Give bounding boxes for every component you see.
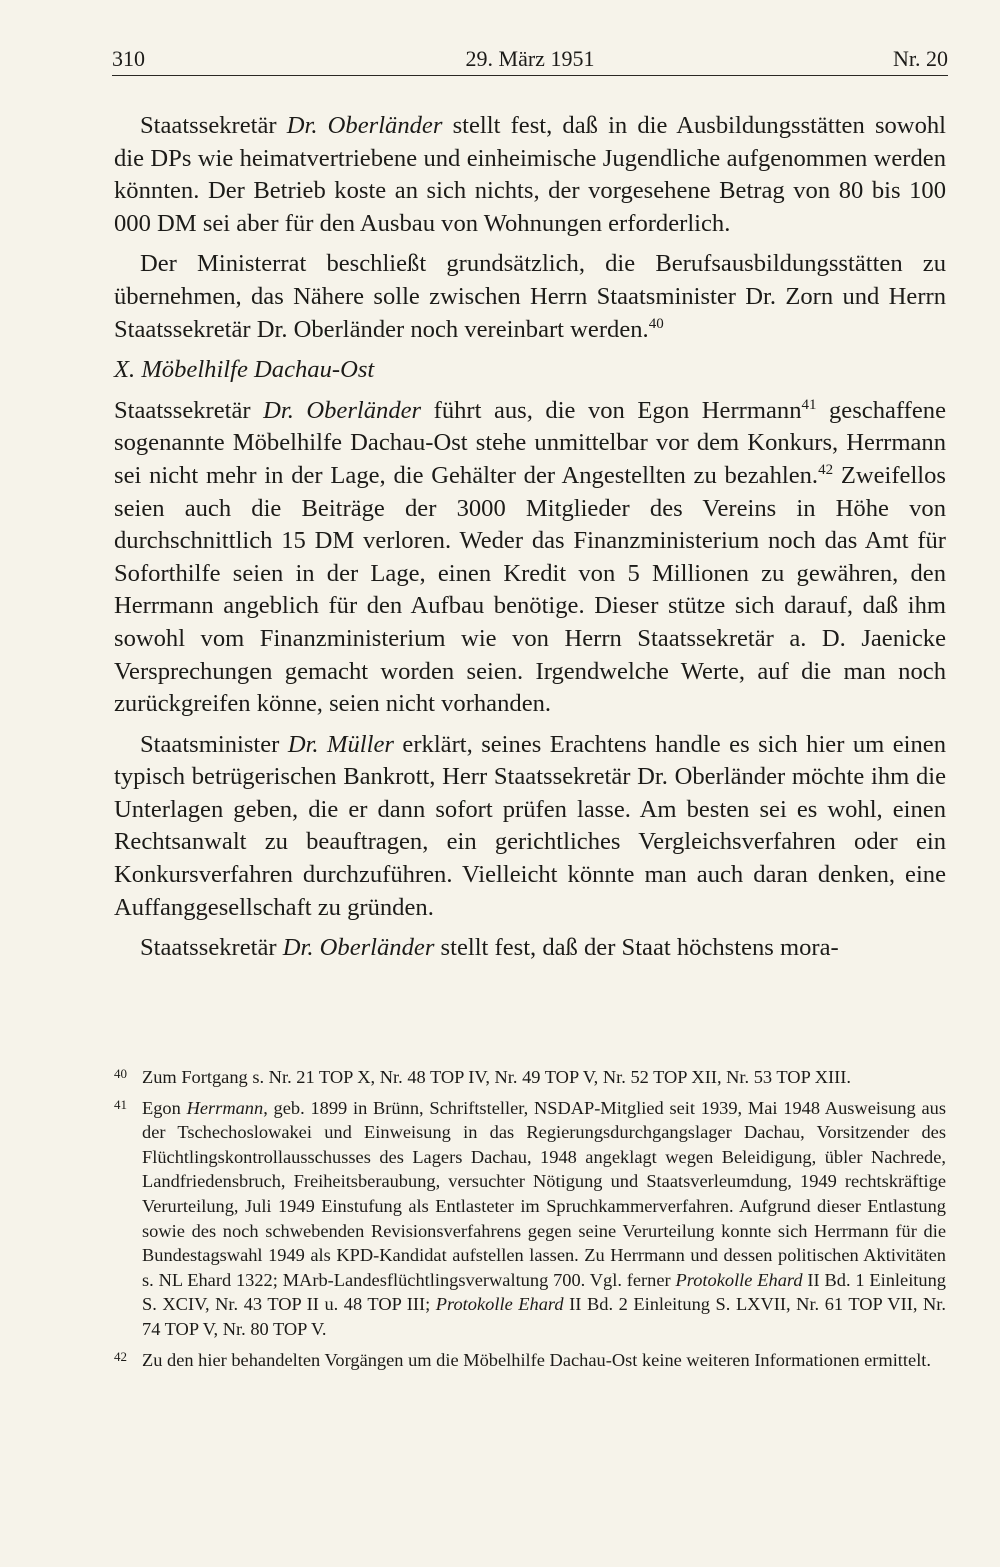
speaker-name: Dr. Oberländer: [286, 112, 443, 139]
footnote-ref-41[interactable]: 41: [801, 396, 817, 413]
footnote-ref-40[interactable]: 40: [648, 315, 664, 332]
footnote-number: 42: [114, 1348, 127, 1364]
footnote-40: 40 Zum Fortgang s. Nr. 21 TOP X, Nr. 48 TOP IV, Nr. 49 TOP V, Nr. 52 TOP XII, Nr. 53 TOP XIII.: [114, 1065, 946, 1090]
speaker-name: Dr. Oberländer: [282, 934, 435, 962]
speaker-name: Dr. Oberländer: [263, 396, 422, 424]
footnote-number: 40: [114, 1066, 127, 1081]
paragraph-ministerrat-beschluss: Der Ministerrat beschließt grundsätzlich, die Berufsausbildungsstätten zu übernehmen, das Nähere solle zwischen Herrn Staatsminister Dr. Zorn und Herrn Staatssekretär Dr. Oberländer noch vereinbart werden.$^{40}$: [114, 250, 946, 343]
meeting-date: 29. März 1951: [465, 46, 595, 71]
paragraph-mueller: Staatsminister Dr. Müller erklärt, seines Erachtens handle es sich hier um einen typisch betrügerischen Bankrott, Herr Staatssekretär Dr. Oberländer möchte ihm die Unterlagen geben, die er dann sofort prüfen lasse. Am besten sei es wohl, einen Rechtsanwalt zu beauftragen, ein gerichtliches Vergleichsverfahren oder ein Konkursverfahren durchzuführen. Vielleicht könnte man auch daran denken, eine Auffanggesellschaft zu gründen.: [114, 730, 947, 921]
section-heading: X. Möbelhilfe Dachau-Ost: [114, 356, 375, 384]
footnote-42: 42 Zu den hier behandelten Vorgängen um die Möbelhilfe Dachau-Ost keine weiteren Informationen ermittelt.: [114, 1348, 946, 1373]
footnotes: [114, 1065, 946, 1378]
paragraph-oberlaender-staat: Staatssekretär Dr. Oberländer stellt fest, daß der Staat höchstens mora-: [140, 934, 839, 962]
speaker-name: Dr. Müller: [287, 730, 394, 758]
page-number: 310: [112, 46, 145, 71]
header-rule: [112, 75, 948, 76]
main-text: [114, 110, 946, 965]
footnote-ref-42[interactable]: 42: [818, 461, 834, 478]
paragraph-oberlaender-ausbildung: Staatssekretär Dr. Oberländer stellt fest, daß in die Ausbildungsstätten sowohl die DPs wie heimatvertriebene und einheimische Jugendliche aufgenommen werden könnten. Der Betrieb koste an sich nichts, der vorgesehene Betrag von 80 bis 100 000 DM sei aber für den Ausbau von Wohnungen erforderlich.: [114, 112, 946, 237]
footnote-41: 41 Egon Herrmann, geb. 1899 in Brünn, Schriftsteller, NSDAP-Mitglied seit 1939, Mai 1948 Ausweisung aus der Tschechoslowakei und Einweisung in das Regierungsdurchgangslager Dachau, Vorsitzender des Flüchtlingskontrollausschusses des Lagers Dachau, 1948 angeklagt wegen Beleidigung, übler Nachrede, Landfriedensbruch, Freiheitsberaubung, versuchter Nötigung und Staatsverleumdung, 1949 rechtskräftige Verurteilung, Juli 1949 Einstufung als Entlasteter im Spruchkammerverfahren. Aufgrund dieser Entlastung sowie des noch schwebenden Revisionsverfahrens gegen seine Verurteilung konnte sich Herrmann für die Bundestagswahl 1949 als KPD-Kandidat aufstellen lassen. Zu Herrmann und dessen politischen Aktivitäten s. NL Ehard 1322; MArb-Landesflüchtlingsverwaltung 700. Vgl. ferner Protokolle Ehard II Bd. 1 Einleitung S. XCIV, Nr. 43 TOP II u. 48 TOP III; Protokolle Ehard II Bd. 2 Einleitung S. LXVII, Nr. 61 TOP VII, Nr. 74 TOP V, Nr. 80 TOP V.: [114, 1096, 946, 1342]
paragraph-oberlaender-moebelhilfe: Staatssekretär Dr. Oberländer führt aus, die von Egon Herrmann$^{41}$ geschaffene sogenannte Möbelhilfe Dachau-Ost stehe unmittelbar vor dem Konkurs, Herrmann sei nicht mehr in der Lage, die Gehälter der Angestellten zu bezahlen.$^{42}$ Zweifellos seien auch die Beiträge der 3000 Mitglieder des Vereins in Höhe von durchschnittlich 15 DM verloren. Weder das Finanzministerium noch das Amt für Soforthilfe seien in der Lage, einen Kredit von 5 Millionen zu gewähren, den Herrmann angeblich für den Aufbau benötige. Dieser stütze sich darauf, daß ihm sowohl vom Finanzministerium wie von Herrn Staatssekretär a. D. Jaenicke Versprechungen gemacht worden seien. Irgendwelche Werte, auf die man noch zurückgreifen könne, seien nicht vorhanden.: [114, 396, 946, 718]
footnote-number: 41: [114, 1096, 127, 1112]
protocol-number: Nr. 20: [893, 46, 948, 71]
running-header: [112, 44, 948, 74]
